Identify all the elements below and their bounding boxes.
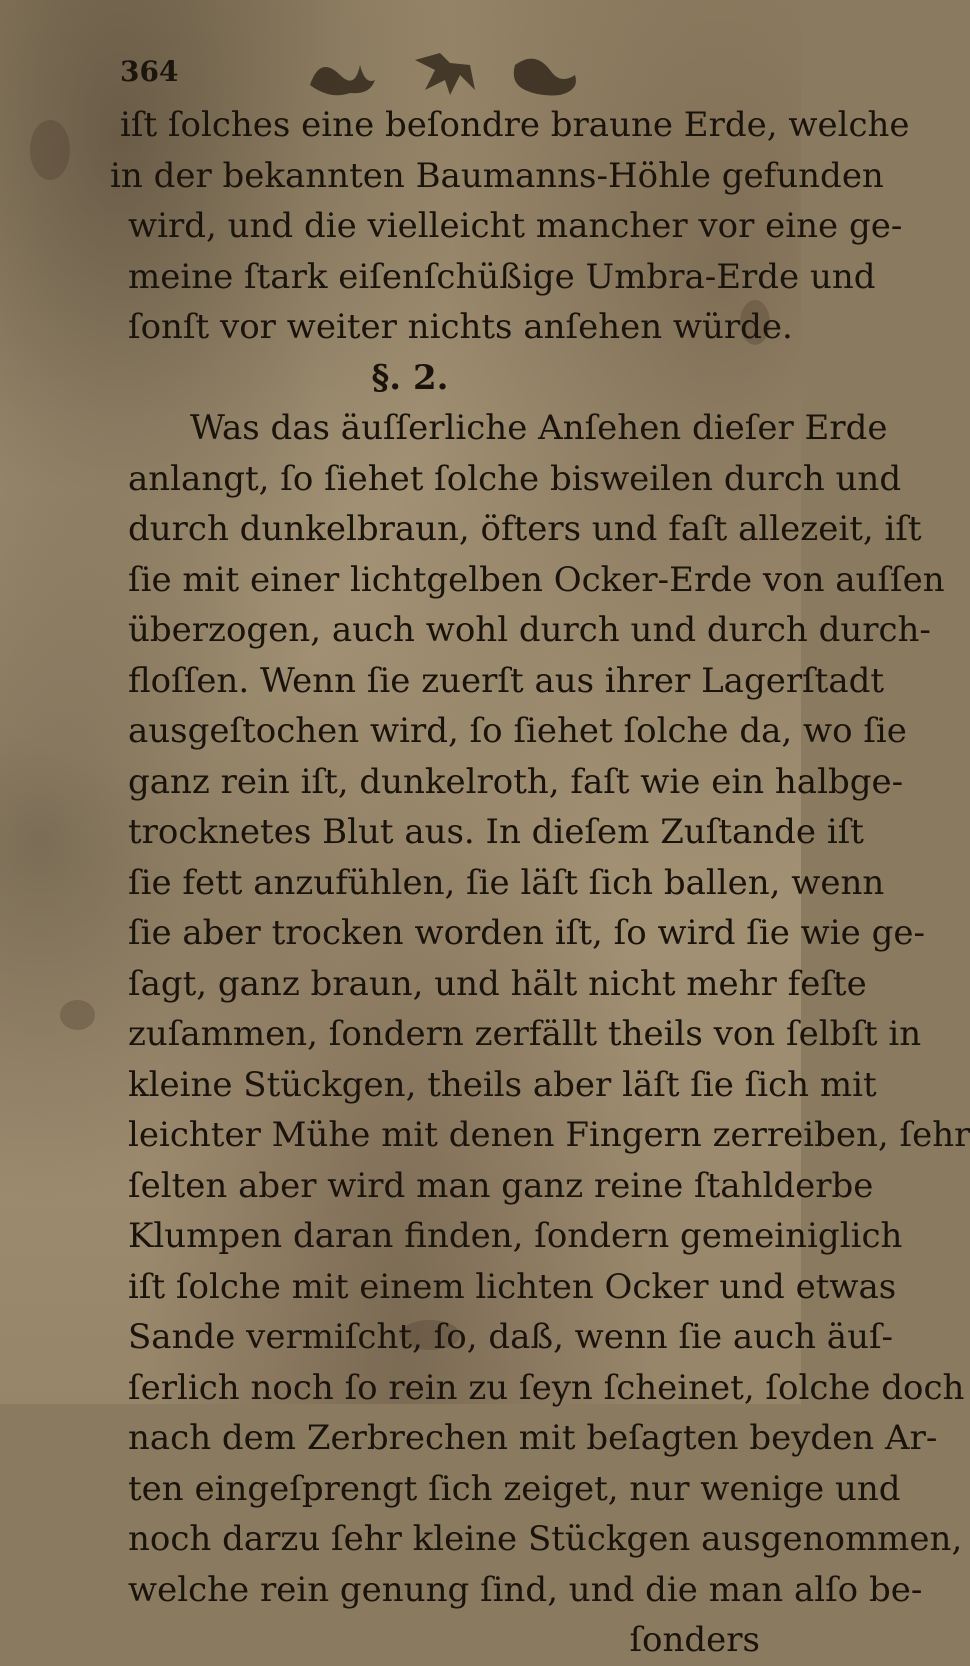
text-line: trocknetes Blut aus. In dieſem Zuſtande iſt	[128, 812, 864, 852]
text-line: Sande vermiſcht, ſo, daß, wenn ſie auch äuſ-	[128, 1317, 894, 1357]
text-line: welche rein genung ſind, und die man alſo be-	[128, 1569, 923, 1610]
body-text	[100, 100, 970, 1666]
text-line: durch dunkelbraun, öfters und faſt allezeit, iſt	[128, 509, 922, 549]
headpiece-ornament	[300, 45, 600, 105]
text-line: ſagt, ganz braun, und hält nicht mehr feſte	[128, 963, 867, 1004]
text-line: ten eingeſprengt ſich zeiget, nur wenige und	[128, 1468, 901, 1509]
text-line: iſt ſolche mit einem lichten Ocker und etwas	[128, 1266, 897, 1307]
text-line: ſelten aber wird man ganz reine ſtahlderbe	[128, 1165, 874, 1206]
text-line: leichter Mühe mit denen Fingern zerreiben, ſehr	[128, 1115, 970, 1155]
text-line: noch darzu ſehr kleine Stückgen ausgenommen,	[128, 1519, 963, 1559]
page-number: 364	[120, 55, 179, 88]
text-line: ſie fett anzufühlen, ſie läſt ſich ballen, wenn	[128, 862, 885, 903]
text-line: wird, und die vielleicht mancher vor eine ge-	[128, 206, 903, 246]
text-line: Klumpen daran finden, ſondern gemeiniglich	[128, 1216, 903, 1256]
text-line: floſſen. Wenn ſie zuerſt aus ihrer Lagerſtadt	[128, 660, 885, 701]
text-line: ſie mit einer lichtgelben Ocker-Erde von auſſen	[128, 559, 945, 600]
text-line: überzogen, auch wohl durch und durch durch-	[128, 610, 931, 650]
text-line: ſonſt vor weiter nichts anſehen würde.	[128, 307, 793, 347]
paper-stain	[60, 1000, 95, 1030]
paper-stain	[30, 120, 70, 180]
text-line: ausgeſtochen wird, ſo ſiehet ſolche da, wo ſie	[128, 711, 907, 751]
text-line: Was das äuſſerliche Anſehen dieſer Erde	[190, 408, 888, 448]
text-line: kleine Stückgen, theils aber läſt ſie ſich mit	[128, 1064, 877, 1105]
text-line: ſerlich noch ſo rein zu ſeyn ſcheinet, ſolche doch	[128, 1367, 965, 1408]
text-line: zuſammen, ſondern zerfällt theils von ſelbſt in	[128, 1014, 922, 1054]
text-line: iſt ſolches eine beſondre braune Erde, welche	[120, 105, 910, 145]
catchword: ſonders	[629, 1620, 760, 1660]
text-line: meine ſtark eiſenſchüßige Umbra-Erde und	[128, 256, 876, 297]
text-line: ganz rein iſt, dunkelroth, faſt wie ein halbge-	[128, 761, 904, 802]
text-line: in der bekannten Baumanns-Höhle gefunden	[110, 155, 884, 196]
text-line: nach dem Zerbrechen mit beſagten beyden Ar-	[128, 1418, 938, 1458]
section-heading: §. 2.	[371, 357, 449, 398]
text-line: ſie aber trocken worden iſt, ſo wird ſie wie ge-	[128, 913, 925, 953]
text-line: anlangt, ſo ſiehet ſolche bisweilen durch und	[128, 458, 902, 499]
